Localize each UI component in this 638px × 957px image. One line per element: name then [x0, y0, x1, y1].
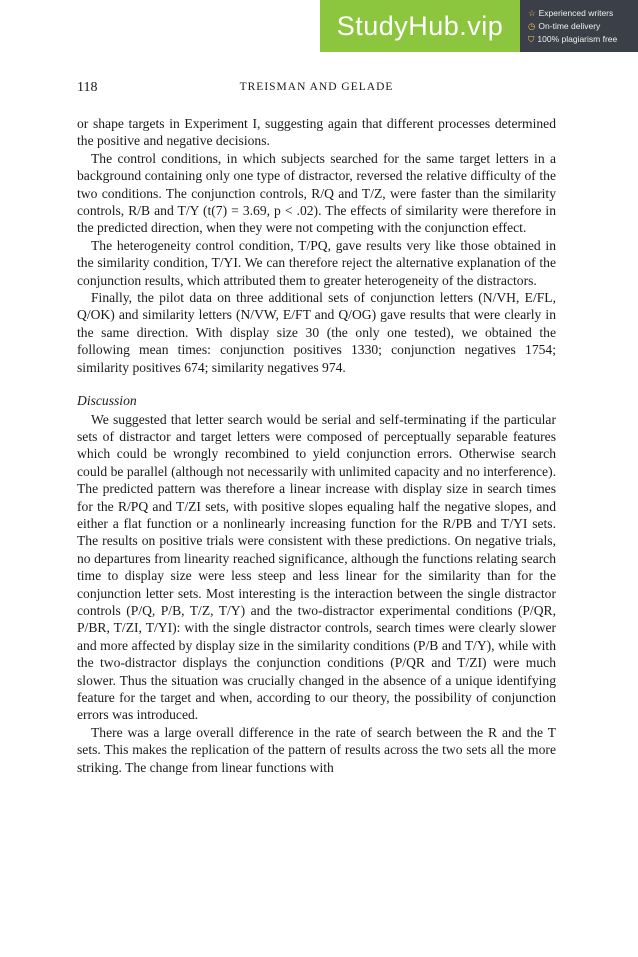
paragraph: We suggested that letter search would be serial and self-terminating if the particular sets of distractor and target letters were composed of perceptually separable features which could be wrongly recombined to yield conjunction errors. Otherwise search could be parallel (although not necessarily with unlimited capacity and no interference). The predicted pattern was therefore a linear increase with display size in search times for the R/PQ and T/ZI sets, with positive slopes equaling half the negative slopes, and either a flat function or a nonlinearly increasing function for the R/PB and T/YI sets. The results on positive trials were consistent with these predictions. On negative trials, no departures from linearity reached significance, although the functions relating search time to display size were less steep and less linear for the similarity than for the conjunction letter sets. Most interesting is the interaction between the single distractor controls (P/Q, P/B, T/Z, T/Y) and the two-distractor experimental conditions (P/QR, P/BR, T/ZI, T/YI): with the single distractor controls, search times were clearly slower and more affected by display size in the similarity conditions (P/B and T/Y), while with the two-distractor displays the conjunction conditions (P/QR and T/ZI) were much slower. Thus the situation was crucially changed in the absence of a unique identifying feature for the target and when, according to our theory, the possibility of conjunction errors was introduced. — [77, 411, 556, 723]
paragraph: The heterogeneity control condition, T/PQ, gave results very like those obtained in the similarity condition, T/YI. We can therefore reject the alternative explanation of the conjunction results, which attributed them to greater heterogeneity of the distractors. — [77, 237, 556, 288]
studyhub-logo[interactable]: StudyHub.vip — [320, 0, 520, 52]
ad-banner[interactable] — [320, 0, 638, 52]
page-header — [77, 80, 556, 98]
page-body — [77, 115, 556, 776]
banner-feature: ⛉ 100% plagiarism free — [528, 33, 618, 44]
paragraph: The control conditions, in which subjects searched for the same target letters in a background containing only one type of distractor, reversed the relative difficulty of the two conditions. The conjunction controls, R/Q and T/Z, were faster than the similarity controls, R/B and T/Y (t(7) = 3.69, p < .02). The effects of similarity were therefore in the predicted direction, when they were not competing with the conjunction effect. — [77, 150, 556, 236]
banner-feature: ◷ On-time delivery — [528, 20, 601, 31]
banner-feature: ☆ Experienced writers — [528, 7, 614, 18]
running-head: TREISMAN AND GELADE — [239, 81, 394, 93]
page-number: 118 — [77, 80, 98, 95]
star-icon: ☆ — [528, 7, 536, 18]
section-heading: Discussion — [77, 393, 137, 409]
paragraph: or shape targets in Experiment I, suggesting again that different processes determined the positive and negative decisions. — [77, 116, 556, 149]
banner-features — [520, 0, 638, 52]
shield-icon: ⛉ — [528, 33, 535, 44]
paragraph: Finally, the pilot data on three additional sets of conjunction letters (N/VH, E/FL, Q/OK) and similarity letters (N/VW, E/FT and Q/OG) gave results that were clearly in the same direction. With display size 30 (the only one tested), we obtained the following mean times: conjunction positives 1330; conjunction negatives 1754; similarity positives 674; similarity negatives 974. — [77, 290, 556, 375]
clock-icon: ◷ — [528, 20, 536, 31]
paragraph: There was a large overall difference in the rate of search between the R and the T sets. This makes the replication of the pattern of results across the two sets all the more striking. The change from linear functions with — [77, 724, 556, 775]
